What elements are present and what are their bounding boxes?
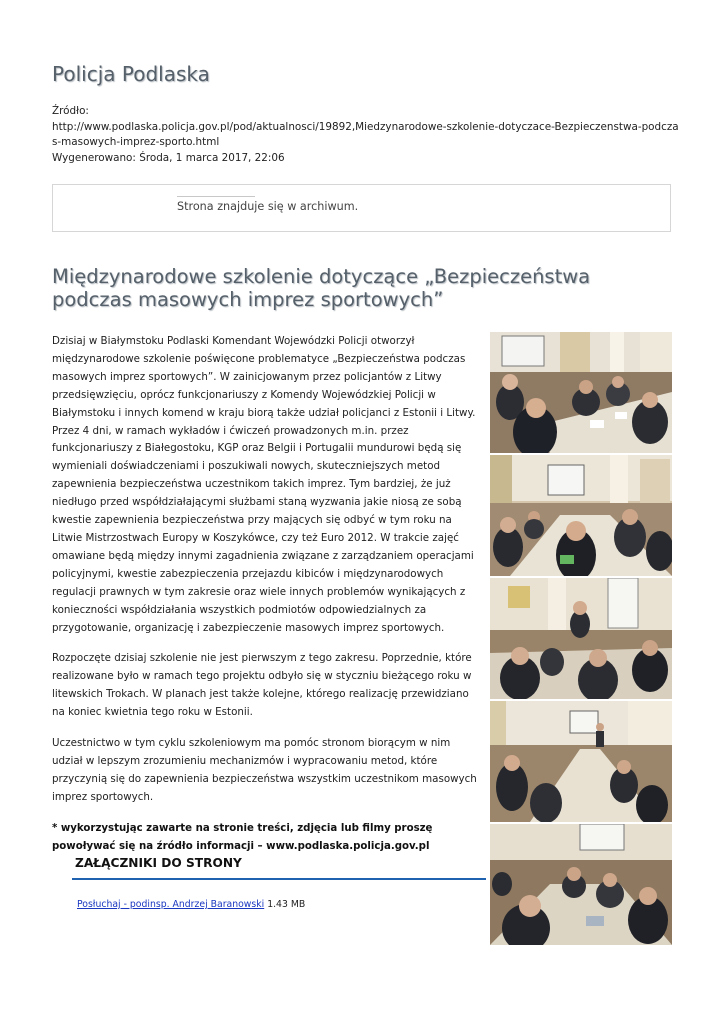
attachment-size: 1.43 MB: [267, 899, 306, 910]
archive-notice-box: [52, 184, 671, 232]
page-meta: [52, 104, 682, 166]
archive-notice: Strona znajduje się w archiwum.: [177, 200, 359, 213]
photo-2[interactable]: [490, 455, 672, 576]
copyright-notice: * wykorzystując zawarte na stronie treści, zdjęcia lub filmy proszę powoływać się na źródło informacji – www.podlaska.policja.gov.pl: [52, 822, 433, 852]
photo-1[interactable]: [490, 332, 672, 453]
attachment-item: [77, 899, 305, 910]
article-title: Międzynarodowe szkolenie dotyczące „Bezpieczeństwa podczas masowych imprez sportowych”: [52, 265, 591, 311]
photo-5[interactable]: [490, 824, 672, 945]
archive-divider: [177, 196, 255, 197]
generated-date: Wygenerowano: Środa, 1 marca 2017, 22:06: [52, 151, 285, 164]
paragraph-1: Dzisiaj w Białymstoku Podlaski Komendant Wojewódzki Policji otworzył międzynarodowe szkolenie poświęcone problematyce „Bezpieczeństwa podczas masowych imprez sportowych”. W zainicjowanym przez policjantów z Litwy przedsięwzięciu, oprócz funkcjonariuszy z Komendy Wojewódzkiej Policji w Białymstoku i innych komend w kraju biorą także udział policjanci z Estonii i Litwy. Przez 4 dni, w ramach wykładów i ćwiczeń prowadzonych m.in. przez funkcjonariuszy z Białegostoku, KGP oraz Belgii i Portugalii mundurowi będą się wymieniali doświadczeniami i poszukiwali nowych, skuteczniejszych metod zapewnienia bezpieczeństwa uczestnikom takich imprez. Tym bardziej, że już niedługo przed współdziałającymi służbami staną wyzwania jakie niosą ze sobą kwestie zapewnienia bezpieczeństwa przy mających się odbyć w tym roku na Litwie Mistrzostwach Europy w Koszykówce, czy też Euro 2012. W trakcie zajęć omawiane będą między innymi zagadnienia związane z zarządzaniem operacjami policyjnymi, kwestie zabezpieczenia przejazdu kibiców i międzynarodowych regulacji prawnych w tym zakresie oraz wiele innych problemów wynikających z konieczności współdziałania wszystkich podmiotów odpowiedzialnych za przygotowanie, organizację i zabezpieczenie masowych imprez sportowych.: [52, 335, 476, 634]
photo-4[interactable]: [490, 701, 672, 822]
attachment-link[interactable]: Posłuchaj - podinsp. Andrzej Baranowski: [77, 899, 265, 910]
photo-3[interactable]: [490, 578, 672, 699]
site-title: Policja Podlaska: [52, 62, 210, 86]
attachments-divider: [72, 878, 486, 880]
source-label: Źródło:: [52, 105, 89, 117]
photo-gallery: [490, 332, 672, 947]
attachments-heading: ZAŁĄCZNIKI DO STRONY: [75, 856, 242, 870]
article-body: [52, 333, 482, 868]
paragraph-3: Uczestnictwo w tym cyklu szkoleniowym ma pomóc stronom biorącym w nim udział w lepszym zrozumieniu mechanizmów i wypracowaniu metod, które przyczynią się do zapewnienia bezpieczeństwa wszystkim uczestnikom masowych imprez sportowych.: [52, 737, 477, 803]
paragraph-2: Rozpoczęte dzisiaj szkolenie nie jest pierwszym z tego zakresu. Poprzednie, które realizowane było w ramach tego projektu odbyło się w styczniu bieżącego roku w litewskich Trokach. W planach jest także kolejne, którego realizację przewidziano na koniec kwietnia tego roku w Estonii.: [52, 652, 472, 719]
source-url: http://www.podlaska.policja.gov.pl/pod/aktualnosci/19892,Miedzynarodowe-szkolenie-dotyczace-Bezpieczenstwa-podczas-masowych-imprez-sporto.html: [52, 120, 679, 149]
